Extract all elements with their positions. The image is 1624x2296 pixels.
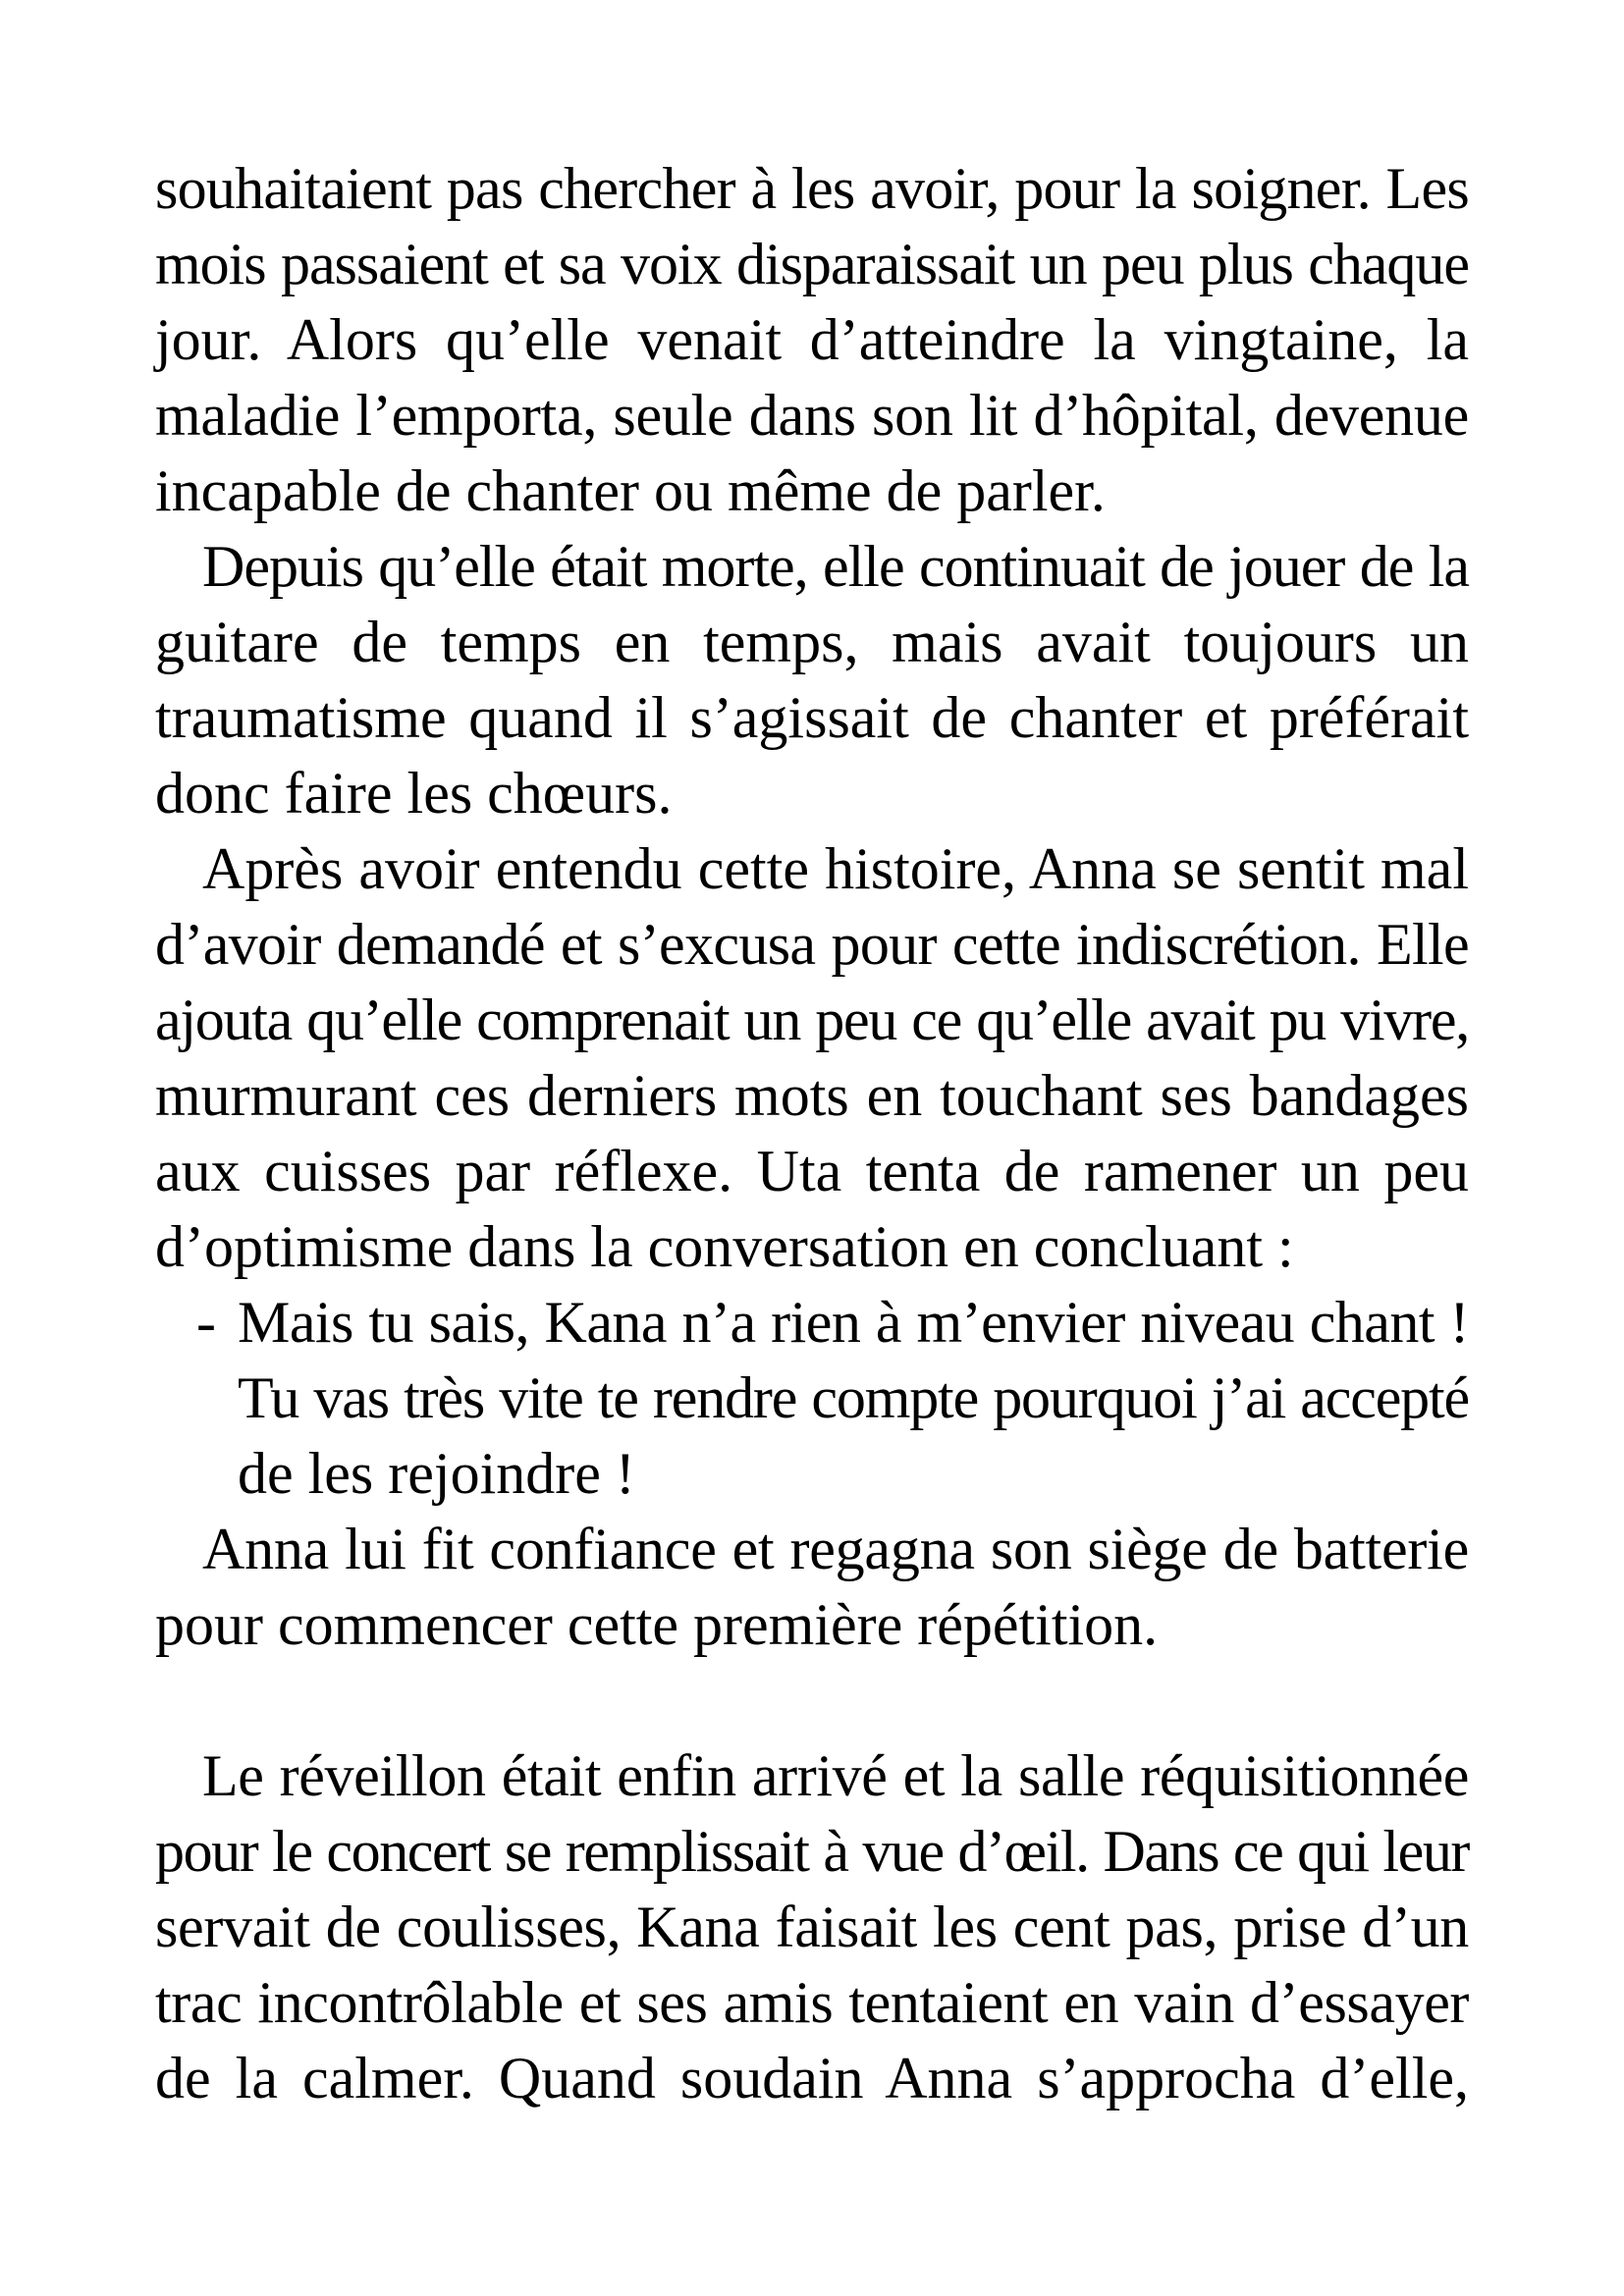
text-line: de la calmer. Quand soudain Anna s’approcha d’elle, bbox=[155, 2046, 1469, 2110]
text-line: mois passaient et sa voix disparaissait un peu plus chaque bbox=[155, 232, 1469, 296]
text-line: d’avoir demandé et s’excusa pour cette indiscrétion. Elle bbox=[155, 912, 1469, 977]
text-line: trac incontrôlable et ses amis tentaient en vain d’essayer bbox=[155, 1970, 1469, 2035]
text-line: souhaitaient pas chercher à les avoir, pour la soigner. Les bbox=[155, 156, 1469, 221]
paragraph-first-line: Le réveillon était enfin arrivé et la salle réquisitionnée bbox=[202, 1743, 1469, 1808]
text-line: ajouta qu’elle comprenait un peu ce qu’elle avait pu vivre, bbox=[155, 988, 1469, 1052]
text-line: donc faire les chœurs. bbox=[155, 761, 673, 826]
text-line: pour le concert se remplissait à vue d’œil. Dans ce qui leur bbox=[155, 1819, 1469, 1884]
text-line: traumatisme quand il s’agissait de chanter et préférait bbox=[155, 685, 1469, 750]
paragraph-first-line: Après avoir entendu cette histoire, Anna se sentit mal bbox=[202, 836, 1469, 901]
text-line: murmurant ces derniers mots en touchant ses bandages bbox=[155, 1063, 1469, 1128]
paragraph-first-line: Depuis qu’elle était morte, elle continuait de jouer de la bbox=[202, 534, 1469, 599]
text-line: maladie l’emporta, seule dans son lit d’hôpital, devenue bbox=[155, 383, 1469, 448]
paragraph-first-line: Anna lui fit confiance et regagna son siège de batterie bbox=[202, 1517, 1469, 1581]
dialogue-line: Tu vas très vite te rendre compte pourquoi j’ai accepté bbox=[238, 1365, 1469, 1430]
dialogue-line: Mais tu sais, Kana n’a rien à m’envier niveau chant ! bbox=[238, 1290, 1469, 1355]
text-line: servait de coulisses, Kana faisait les cent pas, prise d’un bbox=[155, 1895, 1469, 1959]
text-line: d’optimisme dans la conversation en concluant : bbox=[155, 1214, 1294, 1279]
text-line: incapable de chanter ou même de parler. bbox=[155, 458, 1106, 523]
text-line: pour commencer cette première répétition. bbox=[155, 1592, 1159, 1657]
text-line: jour. Alors qu’elle venait d’atteindre la vingtaine, la bbox=[155, 307, 1469, 372]
dialogue-line: de les rejoindre ! bbox=[238, 1441, 635, 1506]
dialogue-dash: - bbox=[196, 1290, 216, 1355]
text-line: guitare de temps en temps, mais avait toujours un bbox=[155, 610, 1469, 674]
text-line: aux cuisses par réflexe. Uta tenta de ramener un peu bbox=[155, 1139, 1469, 1203]
